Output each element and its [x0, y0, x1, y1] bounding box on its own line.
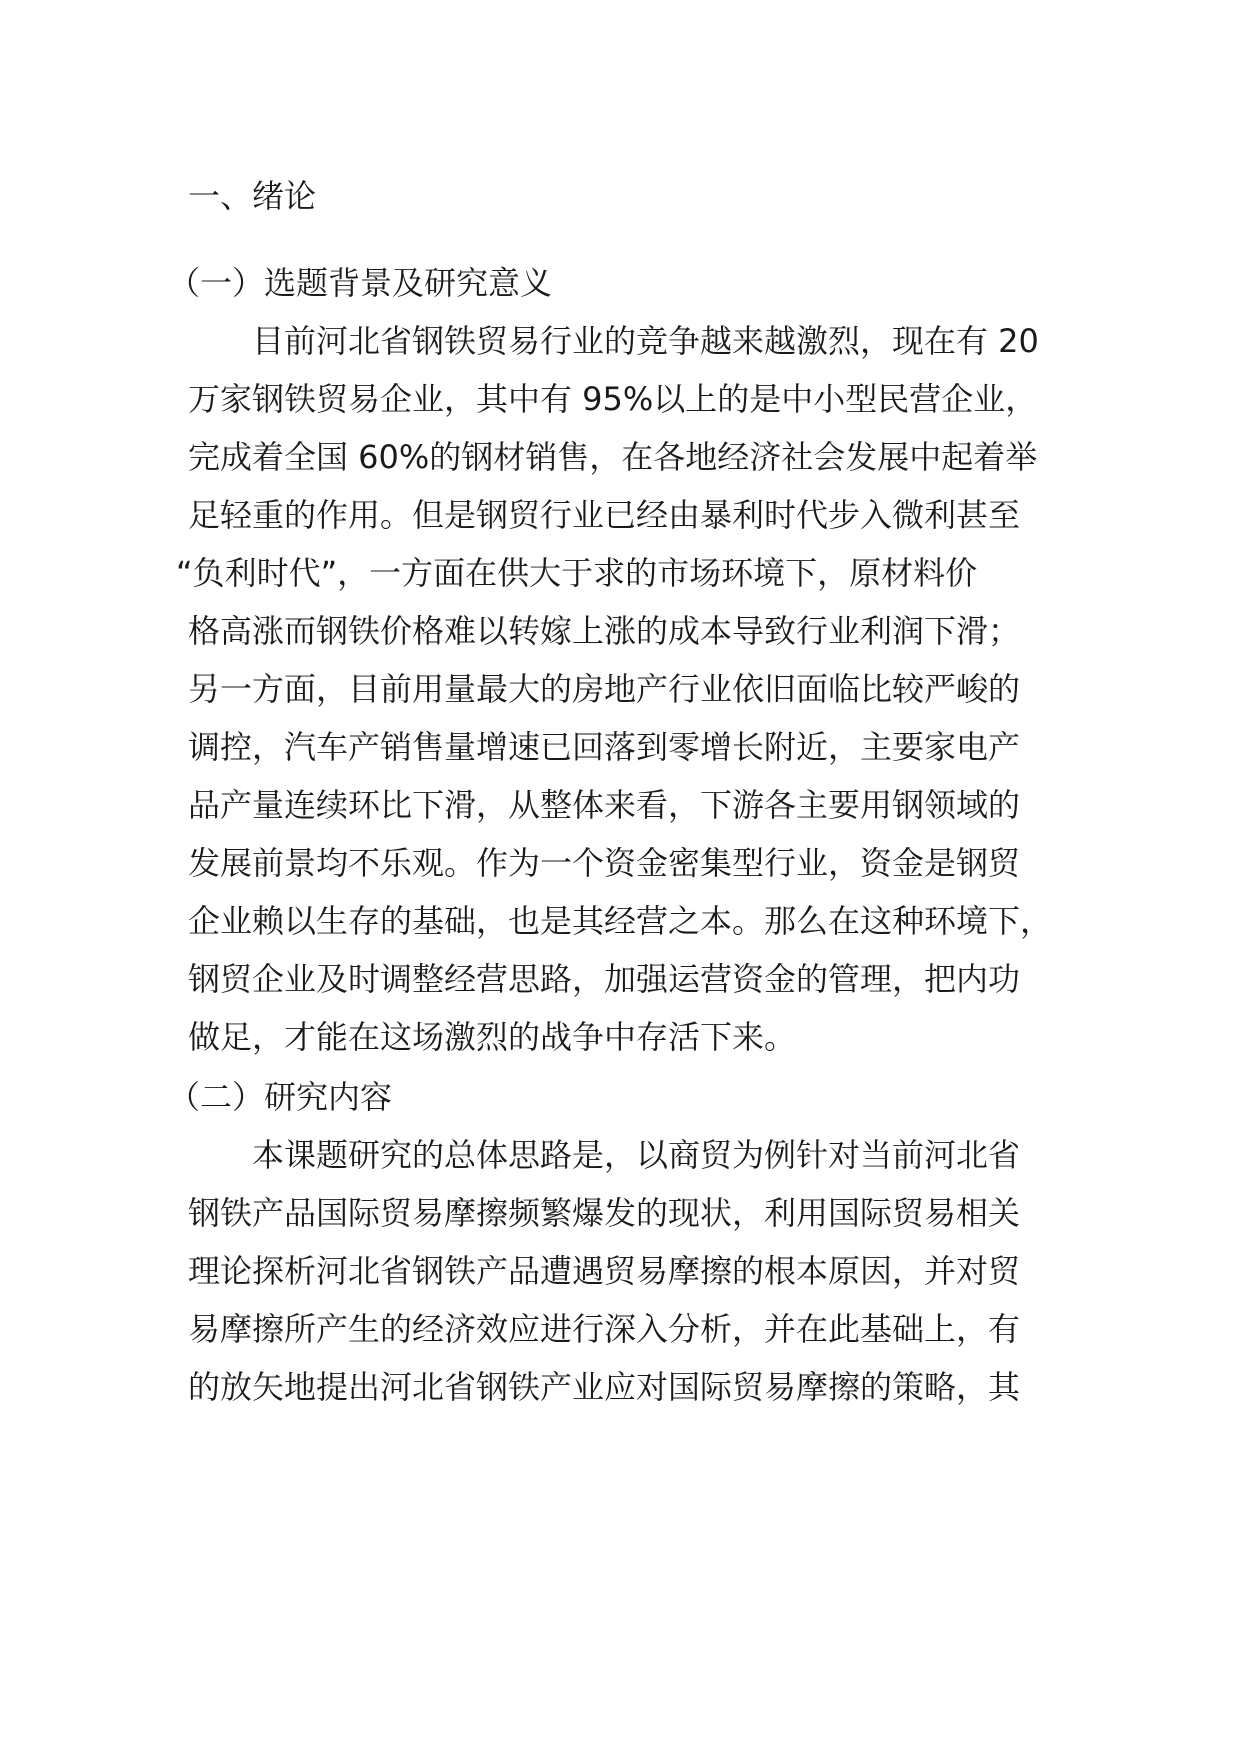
- paragraph-line: 另一方面，目前用量最大的房地产行业依旧面临比较严峻的: [188, 670, 1021, 708]
- chapter-title: 一、绪论: [188, 177, 317, 215]
- paragraph-line: 完成着全国 60%的钢材销售，在各地经济社会发展中起着举: [188, 438, 1038, 476]
- paragraph-line: 钢铁产品国际贸易摩擦频繁爆发的现状，利用国际贸易相关: [188, 1194, 1021, 1232]
- section-heading-1: （一）选题背景及研究意义: [168, 264, 553, 302]
- paragraph-line: “负利时代”，一方面在供大于求的市场环境下，原材料价: [176, 554, 978, 592]
- paragraph-line: 目前河北省钢铁贸易行业的竞争越来越激烈，现在有 20: [188, 322, 1039, 360]
- paragraph-line: 钢贸企业及时调整经营思路，加强运营资金的管理，把内功: [188, 960, 1021, 998]
- paragraph-line: 品产量连续环比下滑，从整体来看，下游各主要用钢领域的: [188, 786, 1021, 824]
- paragraph-line: 格高涨而钢铁价格难以转嫁上涨的成本导致行业利润下滑；: [188, 612, 1021, 650]
- paragraph-line: 的放矢地提出河北省钢铁产业应对国际贸易摩擦的策略，其: [188, 1368, 1021, 1406]
- paragraph-line: 足轻重的作用。但是钢贸行业已经由暴利时代步入微利甚至: [188, 496, 1021, 534]
- paragraph-line: 易摩擦所产生的经济效应进行深入分析，并在此基础上，有: [188, 1310, 1021, 1348]
- section-heading-2: （二）研究内容: [168, 1078, 393, 1116]
- paragraph-line: 企业赖以生存的基础，也是其经营之本。那么在这种环境下，: [188, 902, 1053, 940]
- paragraph-line: 调控，汽车产销售量增速已回落到零增长附近，主要家电产: [188, 728, 1021, 766]
- paragraph-line: 本课题研究的总体思路是，以商贸为例针对当前河北省: [188, 1136, 1021, 1174]
- paragraph-line: 万家钢铁贸易企业，其中有 95%以上的是中小型民营企业，: [188, 380, 1038, 418]
- paragraph-line: 理论探析河北省钢铁产品遭遇贸易摩擦的根本原因，并对贸: [188, 1252, 1021, 1290]
- paragraph-line: 发展前景均不乐观。作为一个资金密集型行业，资金是钢贸: [188, 844, 1021, 882]
- paragraph-line: 做足，才能在这场激烈的战争中存活下来。: [188, 1018, 797, 1056]
